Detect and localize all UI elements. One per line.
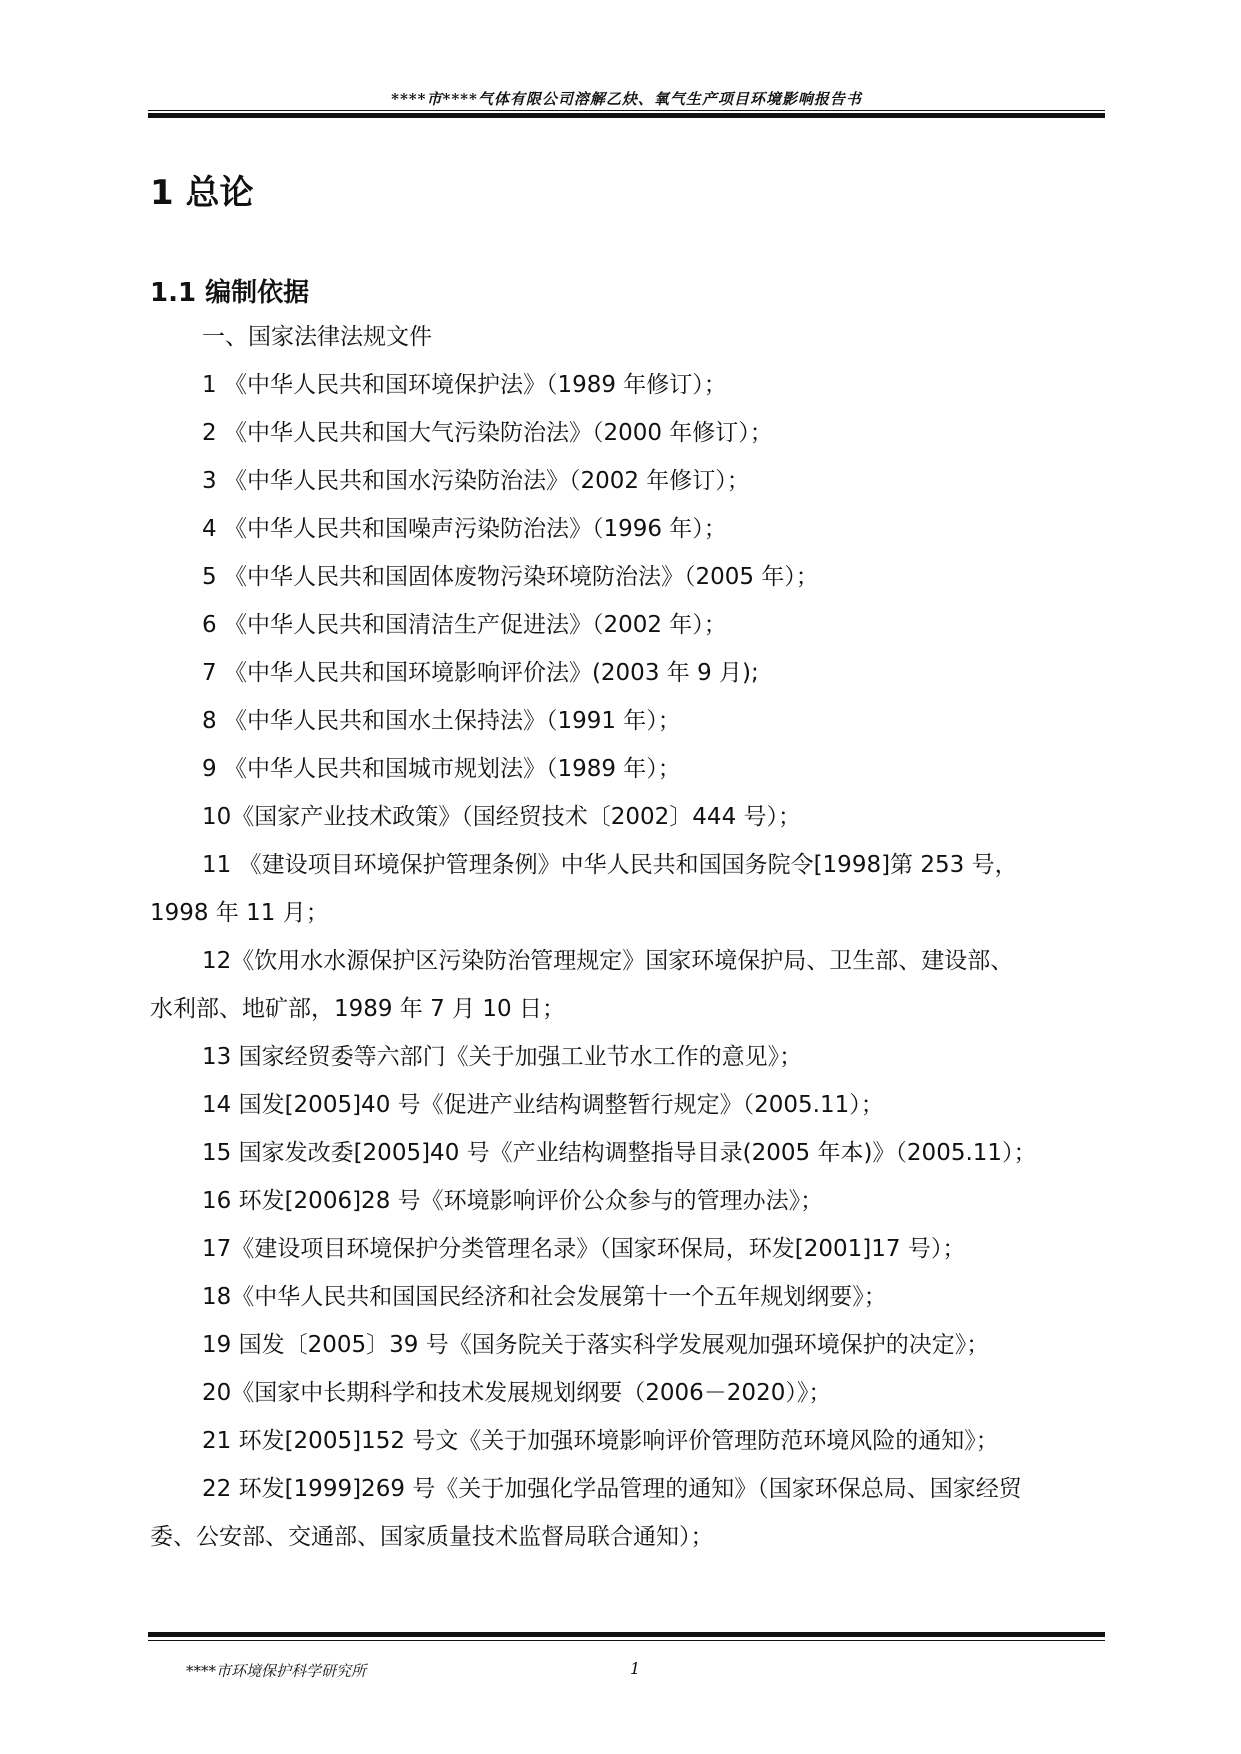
- list-item: 6 《中华人民共和国清洁生产促进法》（2002 年）；: [202, 612, 727, 638]
- list-item: 9 《中华人民共和国城市规划法》（1989 年）；: [202, 756, 681, 782]
- list-item: 11 《建设项目环境保护管理条例》中华人民共和国国务院令[1998]第 253 号，: [202, 852, 1018, 878]
- list-item: 15 国家发改委[2005]40 号《产业结构调整指导目录(2005 年本)》（2005.11）；: [202, 1140, 1037, 1166]
- footer-rule-thin: [148, 1640, 1105, 1641]
- header-rule-thin: [148, 110, 1105, 111]
- list-item: 18《中华人民共和国国民经济和社会发展第十一个五年规划纲要》；: [202, 1284, 887, 1310]
- list-item-continuation: 水利部、地矿部，1989 年 7 月 10 日；: [150, 996, 565, 1022]
- list-item: 16 环发[2006]28 号《环境影响评价公众参与的管理办法》；: [202, 1188, 824, 1214]
- list-item: 1 《中华人民共和国环境保护法》（1989 年修订）；: [202, 372, 727, 398]
- page-number: 1: [630, 1659, 641, 1678]
- list-item: 3 《中华人民共和国水污染防治法》（2002 年修订）；: [202, 468, 750, 494]
- header-rule-thick: [148, 113, 1105, 118]
- list-item: 12《饮用水水源保护区污染防治管理规定》国家环境保护局、卫生部、建设部、: [202, 948, 1014, 974]
- list-item: 8 《中华人民共和国水土保持法》（1991 年）；: [202, 708, 681, 734]
- list-item: 10《国家产业技术政策》（国经贸技术〔2002〕444 号）；: [202, 804, 802, 830]
- chapter-title: 1 总论: [150, 173, 254, 213]
- list-item: 7 《中华人民共和国环境影响评价法》(2003 年 9 月);: [202, 660, 759, 686]
- running-header: ****市****气体有限公司溶解乙炔、氧气生产项目环境影响报告书: [391, 90, 862, 108]
- list-item: 22 环发[1999]269 号《关于加强化学品管理的通知》（国家环保总局、国家经贸: [202, 1476, 1022, 1502]
- list-item: 2 《中华人民共和国大气污染防治法》（2000 年修订）；: [202, 420, 773, 446]
- list-item: 14 国发[2005]40 号《促进产业结构调整暂行规定》（2005.11）；: [202, 1092, 884, 1118]
- subheading-national-laws: 一、国家法律法规文件: [202, 324, 432, 350]
- section-title: 1.1 编制依据: [150, 278, 310, 308]
- list-item-continuation: 1998 年 11 月；: [150, 900, 329, 926]
- footer-organization: ****市环境保护科学研究所: [186, 1662, 367, 1680]
- list-item: 4 《中华人民共和国噪声污染防治法》（1996 年）；: [202, 516, 727, 542]
- list-item: 21 环发[2005]152 号文《关于加强环境影响评价管理防范环境风险的通知》；: [202, 1428, 999, 1454]
- list-item-continuation: 委、公安部、交通部、国家质量技术监督局联合通知）；: [150, 1524, 714, 1550]
- list-item: 13 国家经贸委等六部门《关于加强工业节水工作的意见》；: [202, 1044, 803, 1070]
- footer-rule-thick: [148, 1632, 1105, 1637]
- list-item: 19 国发〔2005〕39 号《国务院关于落实科学发展观加强环境保护的决定》；: [202, 1332, 990, 1358]
- list-item: 20《国家中长期科学和技术发展规划纲要（2006－2020）》；: [202, 1380, 832, 1406]
- list-item: 17《建设项目环境保护分类管理名录》（国家环保局，环发[2001]17 号）；: [202, 1236, 966, 1262]
- list-item: 5 《中华人民共和国固体废物污染环境防治法》（2005 年）；: [202, 564, 819, 590]
